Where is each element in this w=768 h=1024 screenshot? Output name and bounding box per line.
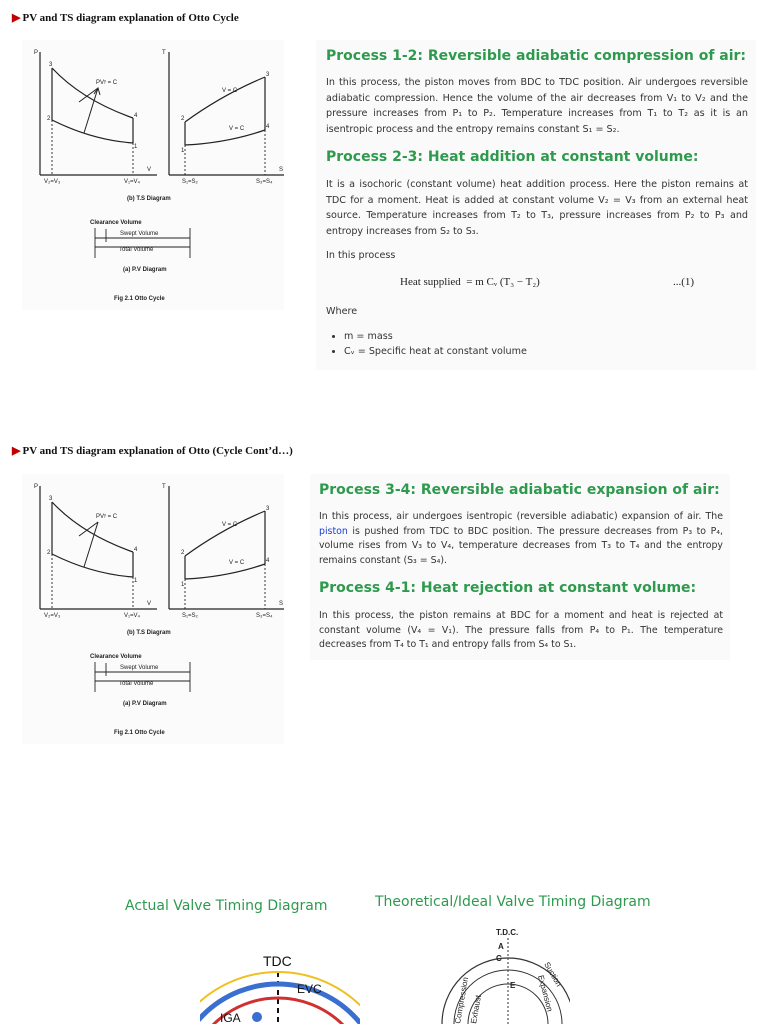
pv-point-3: 3 [49, 496, 53, 502]
in-this-process-text: In this process [326, 250, 396, 261]
ts-point-3: 3 [266, 506, 270, 512]
total-label: Total Volume [119, 681, 154, 687]
pv-point-1: 1 [134, 144, 138, 150]
actual-valve-timing-title: Actual Valve Timing Diagram [125, 898, 328, 914]
pv-point-2: 2 [47, 116, 51, 122]
v-axis-label: V [147, 601, 152, 607]
section-heading-1: ▶ PV and TS diagram explanation of Otto Cycle [12, 12, 239, 24]
triangle-bullet-icon: ▶ [12, 12, 21, 24]
s3s4-label: S₃=S₄ [256, 613, 273, 619]
process-2-3-title: Process 2-3: Heat addition at constant volume: [326, 149, 699, 165]
swept-label: Swept Volume [120, 231, 159, 237]
process-2-3-body: It is a isochoric (constant volume) heat addition process. Here the piston remains at TDC for a moment. Heat is added at constant volume V₂ = V₃ from an external heat source. Temperature increases from T₂ to T₃, pressure increases from P₂ to P₃ and entropy increases from S₂ to S₃. [326, 179, 748, 237]
equation-number: ...(1) [673, 276, 695, 288]
vc-label-lower: V = C [229, 560, 245, 566]
process-3-4-title: Process 3-4: Reversible adiabatic expansion of air: [319, 482, 720, 498]
s3s4-label: S₃=S₄ [256, 179, 273, 185]
s-axis-label: S [279, 167, 284, 173]
pv-point-3: 3 [49, 62, 53, 68]
ts-caption: (b) T.S Diagram [127, 630, 171, 636]
actual-valve-diagram [200, 940, 360, 1024]
where-text: Where [326, 306, 358, 317]
ideal-valve-diagram [440, 924, 570, 1024]
process-panel-2 [310, 474, 730, 660]
pvy-label: PVʸ = C [96, 80, 118, 86]
otto-cycle-figure-1 [22, 40, 284, 310]
equation-formula: = m Cᵥ (T₃ − T₂) [466, 276, 540, 288]
v2v3-label: V₂=V₃ [44, 613, 61, 619]
ts-point-3: 3 [266, 72, 270, 78]
expansion-label: Expansion [536, 974, 555, 1013]
v1v4-label: V₁=V₄ [124, 179, 140, 185]
tdc-label: TDC [263, 953, 292, 969]
p-axis-label: P [34, 484, 39, 490]
process-3-4-body: In this process, air undergoes isentropic (reversible adiabatic) expansion of air. The piston is pushed from TDC to BDC position. The pressure decreases from P₃ to P₄, volume rises from V₃ to V₄, temperature decreases from T₃ to T₄ and the entropy remains constant (S₃ = S₄). [319, 511, 723, 566]
pvy-label: PVʸ = C [96, 514, 118, 520]
p-axis-label: P [34, 50, 39, 56]
ts-point-1: 1 [181, 582, 185, 588]
list-item: • m = mass [344, 329, 527, 344]
vc-label-lower: V = C [229, 126, 245, 132]
v-axis-label: V [147, 167, 152, 173]
s1s2-label: S₁=S₂ [182, 179, 198, 185]
ts-point-4: 4 [266, 558, 270, 564]
pv-ts-diagram [22, 474, 284, 744]
pv-ts-diagram [22, 40, 284, 310]
piston-link[interactable]: piston [319, 525, 348, 537]
vc-label-upper: V = C [222, 522, 238, 528]
pv-point-2: 2 [47, 550, 51, 556]
iga-label: IGA [220, 1011, 241, 1024]
total-label: Total Volume [119, 247, 154, 253]
triangle-bullet-icon: ▶ [12, 445, 21, 457]
process-1-2-title: Process 1-2: Reversible adiabatic compression of air: [326, 48, 747, 64]
pv-point-4: 4 [134, 547, 138, 553]
swept-label: Swept Volume [120, 665, 159, 671]
clearance-label: Clearance Volume [90, 220, 142, 226]
ts-point-2: 2 [181, 550, 185, 556]
ideal-valve-timing-title: Theoretical/Ideal Valve Timing Diagram [375, 894, 651, 910]
v2v3-label: V₂=V₃ [44, 179, 61, 185]
definitions-list [330, 329, 527, 359]
fig-caption: Fig 2.1 Otto Cycle [114, 730, 165, 736]
vc-label-upper: V = C [222, 88, 238, 94]
pv-point-4: 4 [134, 113, 138, 119]
otto-cycle-figure-2 [22, 474, 284, 744]
c-label: C [496, 954, 502, 963]
section-heading-2: ▶ PV and TS diagram explanation of Otto (Cycle Cont’d…) [12, 445, 293, 457]
ts-point-4: 4 [266, 124, 270, 130]
ts-point-2: 2 [181, 116, 185, 122]
ts-point-1: 1 [181, 148, 185, 154]
pv-caption: (a) P.V Diagram [123, 267, 167, 273]
process-4-1-body: In this process, the piston remains at BDC for a moment and heat is rejected at constant volume (V₄ = V₁). The pressure falls from P₄ to P₁. The temperature decreases from T₄ to T₁ and entropy falls from S₄ to S₁. [319, 610, 723, 651]
clearance-label: Clearance Volume [90, 654, 142, 660]
fig-caption: Fig 2.1 Otto Cycle [114, 296, 165, 302]
evc-label: EVC [297, 982, 322, 996]
heat-supplied-equation [400, 276, 540, 288]
equation-label: Heat supplied [400, 276, 461, 288]
e-label: E [510, 981, 516, 990]
compression-label: Compression [453, 976, 471, 1024]
suction-label: Suction [542, 960, 564, 989]
process-panel-1 [316, 40, 756, 370]
s-axis-label: S [279, 601, 284, 607]
exhaust-label: Exhaust [469, 994, 483, 1024]
t-axis-label: T [162, 50, 166, 56]
tdc-dot-label: T.D.C. [496, 928, 519, 937]
process-1-2-body: In this process, the piston moves from BDC to TDC position. Air undergoes reversible adiabatic compression. Hence the volume of the air decreases from V₁ to V₂ and the pressure increases from P₁ to P₂. Temperature increases from T₁ to T₂ as it is an isentropic process and the entropy remains constant S₁ = S₂. [326, 77, 748, 135]
a-label: A [498, 942, 504, 951]
process-4-1-title: Process 4-1: Heat rejection at constant volume: [319, 580, 697, 596]
list-item: • Cᵥ = Specific heat at constant volume [344, 344, 527, 359]
t-axis-label: T [162, 484, 166, 490]
ts-caption: (b) T.S Diagram [127, 196, 171, 202]
v1v4-label: V₁=V₄ [124, 613, 140, 619]
s1s2-label: S₁=S₂ [182, 613, 198, 619]
pv-point-1: 1 [134, 578, 138, 584]
pv-caption: (a) P.V Diagram [123, 701, 167, 707]
